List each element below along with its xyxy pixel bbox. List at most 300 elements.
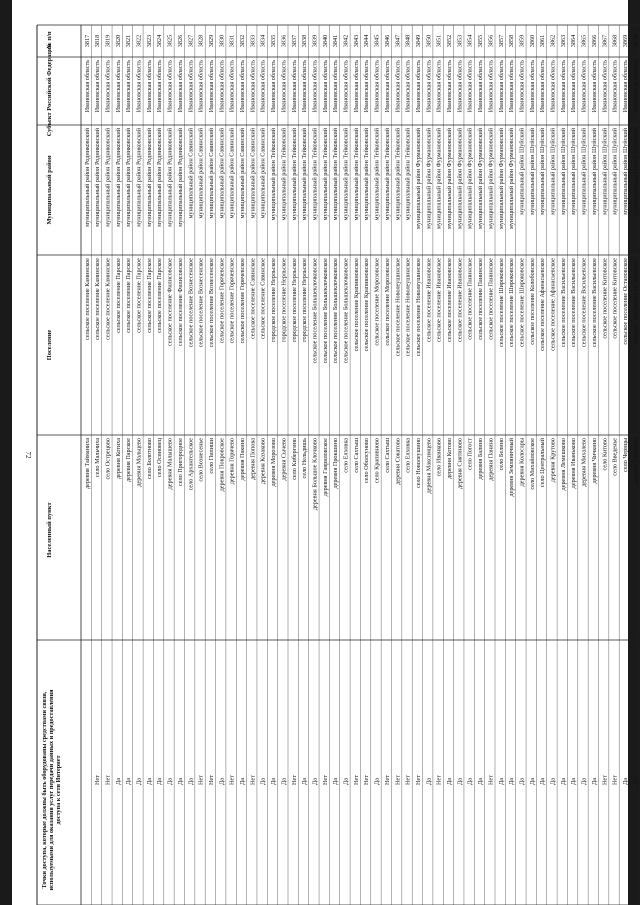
- row-district: муниципальный район Родниковский: [145, 128, 153, 227]
- header-settlement: Поселение: [46, 329, 53, 361]
- row-access: Да: [125, 778, 133, 785]
- row-district: муниципальный район Савинский: [187, 128, 195, 219]
- row-number: 3841: [332, 34, 340, 48]
- row-settlement: сельское поселение Новолеушинское: [394, 258, 402, 357]
- row-access: Да: [621, 778, 629, 785]
- row-number: 3850: [425, 34, 433, 48]
- row-district: муниципальный район Родниковский: [83, 128, 91, 227]
- row-district: муниципальный район Фурмановский: [497, 128, 505, 229]
- row-locality: деревня Казаково: [259, 438, 267, 485]
- row-subject: Ивановская область: [187, 60, 195, 113]
- row-district: муниципальный район Родниковский: [94, 128, 102, 227]
- row-district: муниципальный район Фурмановский: [446, 128, 453, 229]
- row-district: муниципальный район Тейковский: [352, 128, 360, 221]
- row-access: Да: [477, 778, 485, 785]
- row-district: муниципальный район Тейковский: [404, 128, 412, 221]
- row-locality: село Белино: [497, 438, 505, 471]
- row-settlement: сельское поселение Морозовское: [373, 258, 381, 346]
- row-district: муниципальный район Тейковский: [342, 128, 350, 221]
- row-number: 3861: [539, 34, 547, 48]
- row-locality: деревня Снятиново: [456, 438, 464, 490]
- row-number: 3856: [487, 34, 495, 48]
- row-district: муниципальный район Тейковский: [290, 128, 298, 221]
- row-district: муниципальный район Родниковский: [176, 128, 184, 227]
- row-access: Да: [590, 778, 598, 785]
- row-settlement: сельское поселение Остаповское: [621, 258, 629, 345]
- row-subject: Ивановская область: [176, 60, 184, 113]
- row-subject: Ивановская область: [477, 60, 485, 113]
- row-subject: Ивановская область: [383, 60, 391, 113]
- row-locality: деревня Сычево: [280, 438, 288, 481]
- row-settlement: сельское поселение Морозовское: [383, 258, 391, 346]
- row-number: 3845: [373, 34, 381, 48]
- row-district: муниципальный район Шуйский: [549, 128, 557, 215]
- row-access: Да: [632, 778, 640, 785]
- row-number: 3863: [559, 34, 567, 48]
- row-settlement: сельское поселение Васильевское: [570, 258, 578, 348]
- row-number: 3839: [311, 34, 319, 48]
- row-district: муниципальный район Тейковский: [321, 128, 329, 221]
- row-settlement: сельское поселение Парское: [114, 258, 122, 333]
- row-access: Да: [425, 778, 433, 785]
- row-district: муниципальный район Родниковский: [114, 128, 122, 227]
- row-number: 3846: [383, 34, 391, 48]
- row-access: Да: [539, 778, 547, 785]
- row-subject: Ивановская область: [414, 60, 422, 113]
- row-locality: село Иванково: [435, 438, 443, 477]
- row-district: муниципальный район Шуйский: [570, 128, 578, 215]
- row-settlement: сельское поселение Парское: [156, 258, 164, 333]
- row-subject: Ивановская область: [580, 60, 588, 113]
- row-number: 3838: [301, 34, 309, 48]
- row-locality: село Вознесенье: [197, 438, 205, 482]
- row-district: муниципальный район Тейковский: [280, 128, 288, 221]
- row-district: муниципальный район Фурмановский: [414, 128, 422, 229]
- row-settlement: сельское поселение Филисовское: [166, 258, 174, 346]
- row-district: муниципальный район Тейковский: [301, 128, 309, 221]
- row-number: 3860: [528, 34, 536, 48]
- row-district: муниципальный район Фурмановский: [456, 128, 464, 229]
- row-subject: Ивановская область: [456, 60, 464, 113]
- row-access: Нет: [404, 775, 412, 785]
- row-settlement: сельское поселение Васильевское: [590, 258, 598, 348]
- row-access: Да: [456, 778, 464, 785]
- row-settlement: сельское поселение Остаповское: [632, 258, 640, 345]
- row-access: Нет: [321, 775, 329, 785]
- row-settlement: сельское поселение Вознесенское: [197, 258, 205, 348]
- row-settlement: сельское поселение Ивановское: [435, 258, 443, 342]
- row-number: 3842: [342, 34, 350, 48]
- row-district: муниципальный район Шуйский: [611, 128, 619, 215]
- row-access: Нет: [352, 775, 360, 785]
- row-number: 3830: [218, 34, 226, 48]
- row-settlement: сельское поселение Каминское: [104, 258, 112, 340]
- row-number: 3825: [166, 34, 174, 48]
- header-locality: Населенный пункт: [46, 502, 53, 558]
- row-subject: Ивановская область: [228, 60, 236, 113]
- row-settlement: сельское поселение Афанасьевское: [549, 258, 557, 351]
- row-locality: деревня Прокшино: [332, 438, 340, 489]
- row-settlement: сельское поселение Каминское: [94, 258, 102, 340]
- row-district: муниципальный район Фурмановский: [466, 128, 474, 229]
- row-access: Да: [259, 778, 267, 785]
- row-district: муниципальный район Шуйский: [580, 128, 588, 215]
- row-number: 3822: [135, 34, 143, 48]
- row-access: Да: [518, 778, 526, 785]
- row-locality: деревня Крутово: [549, 438, 557, 483]
- row-subject: Ивановская область: [559, 60, 567, 113]
- row-locality: село Сахтыш: [352, 438, 360, 473]
- row-settlement: сельское поселение Широковское: [518, 258, 526, 348]
- row-access: Нет: [435, 775, 443, 785]
- row-district: муниципальный район Тейковский: [363, 128, 371, 221]
- row-locality: село Архангельское: [187, 438, 195, 491]
- row-locality: село Сахтыш: [383, 438, 391, 473]
- row-settlement: сельское поселение Крапивновское: [363, 258, 371, 352]
- row-locality: село Погост: [466, 438, 474, 470]
- row-access: Да: [176, 778, 184, 785]
- row-number: 3866: [590, 34, 598, 48]
- row-settlement: городское поселение Нерльское: [270, 258, 278, 342]
- row-settlement: сельское поселение Каминское: [83, 258, 91, 340]
- page-number: 72: [24, 451, 32, 459]
- row-settlement: сельское поселение Филисовское: [176, 258, 184, 346]
- row-subject: Ивановская область: [549, 60, 557, 113]
- row-district: муниципальный район Тейковский: [311, 128, 319, 221]
- row-access: Нет: [414, 775, 422, 785]
- row-access: Нет: [249, 775, 257, 785]
- row-access: Да: [270, 778, 278, 785]
- row-number: 3818: [94, 34, 102, 48]
- row-settlement: сельское поселение Китовское: [601, 258, 609, 339]
- row-access: Да: [135, 778, 143, 785]
- row-number: 3832: [239, 34, 246, 48]
- row-locality: деревня Большое Клочково: [311, 438, 319, 511]
- row-access: Нет: [207, 775, 215, 785]
- scan-border-left: [0, 0, 12, 905]
- row-district: муниципальный район Шуйский: [559, 128, 567, 215]
- row-settlement: сельское поселение Горячевское: [228, 258, 236, 344]
- row-number: 3852: [446, 34, 453, 48]
- row-settlement: сельское поселение Крапивновское: [352, 258, 360, 352]
- row-locality: деревня Гавриловское: [321, 438, 329, 497]
- row-settlement: сельское поселение Горячевское: [239, 258, 246, 344]
- row-number: 3848: [404, 34, 412, 48]
- header-access-box: [41, 685, 81, 895]
- row-number: 3837: [290, 34, 298, 48]
- row-settlement: сельское поселение Васильевское: [580, 258, 588, 348]
- row-number: 3834: [259, 34, 267, 48]
- row-settlement: сельское поселение Панинское: [466, 258, 474, 340]
- row-settlement: сельское поселение Большеклочковское: [332, 258, 340, 364]
- row-subject: Ивановская область: [239, 60, 246, 113]
- row-access: Да: [580, 778, 588, 785]
- row-subject: Ивановская область: [497, 60, 505, 113]
- row-district: муниципальный район Фурмановский: [477, 128, 485, 229]
- row-settlement: сельское поселение Панинское: [477, 258, 485, 340]
- row-district: муниципальный район Родниковский: [125, 128, 133, 227]
- row-number: 3829: [207, 34, 215, 48]
- row-subject: Ивановская область: [207, 60, 215, 113]
- row-settlement: сельское поселение Савинское: [259, 258, 267, 340]
- row-subject: Ивановская область: [197, 60, 205, 113]
- row-subject: Ивановская область: [352, 60, 360, 113]
- row-district: муниципальный район Фурмановский: [508, 128, 516, 229]
- row-settlement: сельское поселение Китовское: [611, 258, 619, 339]
- row-number: 3867: [601, 34, 609, 48]
- row-number: 3862: [549, 34, 557, 48]
- row-settlement: сельское поселение Парское: [145, 258, 153, 333]
- row-subject: Ивановская область: [145, 60, 153, 113]
- row-access: Да: [446, 778, 453, 785]
- row-district: муниципальный район Тейковский: [394, 128, 402, 221]
- row-locality: село Осиновец: [156, 438, 164, 478]
- row-locality: село Болотново: [145, 438, 153, 480]
- row-settlement: сельское поселение Большеклочковское: [311, 258, 319, 364]
- row-locality: деревня Котово: [446, 438, 453, 479]
- row-access: Да: [156, 778, 164, 785]
- row-number: 3831: [228, 34, 236, 48]
- header-subject: Субъект Российской Федерации: [46, 43, 53, 137]
- row-locality: деревня Чичкино: [590, 438, 598, 484]
- row-number: 3827: [187, 34, 195, 48]
- row-subject: Ивановская область: [570, 60, 578, 113]
- row-district: муниципальный район Родниковский: [156, 128, 164, 227]
- row-subject: Ивановская область: [259, 60, 267, 113]
- row-district: муниципальный район Савинский: [207, 128, 215, 219]
- row-subject: Ивановская область: [321, 60, 329, 113]
- row-subject: Ивановская область: [621, 60, 629, 113]
- row-access: Нет: [394, 775, 402, 785]
- row-number: 3853: [456, 34, 464, 48]
- row-subject: Ивановская область: [518, 60, 526, 113]
- row-settlement: сельское поселение Панинское: [487, 258, 495, 340]
- row-access: Да: [549, 778, 557, 785]
- row-locality: село Крапивново: [373, 438, 381, 484]
- row-locality: деревня Михалево: [580, 438, 588, 487]
- row-number: 3851: [435, 34, 443, 48]
- row-subject: Ивановская область: [363, 60, 371, 113]
- row-settlement: городское поселение Нерльское: [301, 258, 309, 342]
- row-district: муниципальный район Шуйский: [528, 128, 536, 215]
- row-access: Да: [311, 778, 319, 785]
- row-access: Нет: [228, 775, 236, 785]
- row-locality: деревня Покровское: [218, 438, 226, 492]
- row-access: Да: [114, 778, 122, 785]
- row-district: муниципальный район Савинский: [259, 128, 267, 219]
- row-locality: деревня Тайманиха: [83, 438, 91, 490]
- row-settlement: сельское поселение Новолеушинское: [414, 258, 422, 357]
- row-locality: село Кибергино: [290, 438, 298, 480]
- row-district: муниципальный район Шуйский: [539, 128, 547, 215]
- row-district: муниципальный район Савинский: [239, 128, 246, 219]
- row-district: муниципальный район Тейковский: [383, 128, 391, 221]
- row-settlement: сельское поселение Парское: [135, 258, 143, 333]
- row-settlement: сельское поселение Вознесенское: [207, 258, 215, 348]
- row-settlement: сельское поселение Большеклочковское: [321, 258, 329, 364]
- row-number: 3817: [83, 34, 91, 48]
- row-district: муниципальный район Савинский: [228, 128, 236, 219]
- row-access: Нет: [383, 775, 391, 785]
- row-access: Нет: [601, 775, 609, 785]
- row-district: муниципальный район Шуйский: [518, 128, 526, 215]
- row-settlement: сельское поселение Вознесенское: [187, 258, 195, 348]
- row-access: Да: [559, 778, 567, 785]
- row-subject: Ивановская область: [590, 60, 598, 113]
- row-access: Нет: [197, 775, 205, 785]
- row-locality: село Елховка: [404, 438, 412, 473]
- row-locality: деревня Панино: [487, 438, 495, 481]
- row-subject: Ивановская область: [435, 60, 443, 113]
- row-subject: Ивановская область: [290, 60, 298, 113]
- row-access: Да: [187, 778, 195, 785]
- row-subject: Ивановская область: [156, 60, 164, 113]
- row-district: муниципальный район Савинский: [249, 128, 257, 219]
- row-locality: деревня Балино: [477, 438, 485, 480]
- row-access: Нет: [290, 775, 298, 785]
- row-locality: деревня Сокатово: [394, 438, 402, 485]
- row-locality: деревня Пакино: [239, 438, 246, 481]
- row-access: Да: [280, 778, 288, 785]
- row-subject: Ивановская область: [466, 60, 474, 113]
- row-locality: деревня Максимцево: [425, 438, 433, 494]
- row-subject: Ивановская область: [394, 60, 402, 113]
- header-num: № п/п: [46, 31, 53, 49]
- row-subject: Ивановская область: [249, 60, 257, 113]
- row-settlement: городское поселение Нерльское: [280, 258, 288, 342]
- row-locality: село Нельдишь: [301, 438, 309, 479]
- row-locality: село Пригородное: [176, 438, 184, 487]
- row-locality: деревня Горячево: [228, 438, 236, 485]
- row-number: 3847: [394, 34, 402, 48]
- row-locality: село Новолеушино: [414, 438, 422, 489]
- row-access: Да: [570, 778, 578, 785]
- row-subject: Ивановская область: [125, 60, 133, 113]
- row-subject: Ивановская область: [528, 60, 536, 113]
- row-district: муниципальный район Савинский: [218, 128, 226, 219]
- row-subject: Ивановская область: [425, 60, 433, 113]
- row-locality: деревня Попова: [249, 438, 257, 480]
- row-locality: деревня Котиха: [114, 438, 122, 479]
- row-access: Да: [497, 778, 505, 785]
- row-access: Да: [342, 778, 350, 785]
- row-number: 3826: [176, 34, 184, 48]
- row-number: 3857: [497, 34, 505, 48]
- row-district: муниципальный район Тейковский: [373, 128, 381, 221]
- row-district: муниципальный район Тейковский: [332, 128, 340, 221]
- row-settlement: сельское поселение Савинское: [249, 258, 257, 340]
- row-subject: Ивановская область: [83, 60, 91, 113]
- row-settlement: сельское поселение Колобовское: [528, 258, 536, 345]
- row-locality: село Оболсуново: [363, 438, 371, 484]
- row-access: Нет: [363, 775, 371, 785]
- row-district: муниципальный район Фурмановский: [425, 128, 433, 229]
- row-subject: Ивановская область: [446, 60, 453, 113]
- row-locality: деревня Малышево: [166, 438, 174, 490]
- row-settlement: сельское поселение Горячевское: [218, 258, 226, 344]
- header-access: Точки доступа, которые должны быть оборудованы средствами связи, используемыми для оказания услуг передачи данных и предоставления доступа к сети Интернет: [41, 689, 62, 891]
- row-access: Да: [332, 778, 340, 785]
- row-number: 3849: [414, 34, 422, 48]
- row-access: Нет: [487, 775, 495, 785]
- row-locality: село Михайловское: [528, 438, 536, 490]
- row-settlement: сельское поселение Афанасьевское: [539, 258, 547, 351]
- row-access: Нет: [611, 775, 619, 785]
- row-access: Да: [239, 778, 246, 785]
- row-subject: Ивановская область: [104, 60, 112, 113]
- row-subject: Ивановская область: [332, 60, 340, 113]
- row-settlement: сельское поселение Ивановское: [456, 258, 464, 342]
- row-settlement: сельское поселение Парское: [125, 258, 133, 333]
- row-number: 3820: [114, 34, 122, 48]
- row-subject: Ивановская область: [280, 60, 288, 113]
- row-number: 3855: [477, 34, 485, 48]
- row-subject: Ивановская область: [487, 60, 495, 113]
- row-settlement: сельское поселение Ивановское: [446, 258, 453, 342]
- row-subject: Ивановская область: [373, 60, 381, 113]
- row-subject: Ивановская область: [135, 60, 143, 113]
- row-subject: Ивановская область: [166, 60, 174, 113]
- row-locality: деревня Парское: [125, 438, 133, 483]
- row-settlement: сельское поселение Васильевское: [559, 258, 567, 348]
- row-access: Нет: [94, 775, 102, 785]
- row-district: муниципальный район Шуйский: [632, 128, 640, 215]
- row-access: Да: [528, 778, 536, 785]
- row-number: 3833: [249, 34, 257, 48]
- row-number: 3840: [321, 34, 329, 48]
- row-locality: село Китово: [601, 438, 609, 471]
- row-subject: Ивановская область: [270, 60, 278, 113]
- row-subject: Ивановская область: [632, 60, 640, 113]
- row-access: Нет: [104, 775, 112, 785]
- row-number: 3835: [270, 34, 278, 48]
- row-number: 3843: [352, 34, 360, 48]
- row-locality: село Пилиши: [207, 438, 215, 474]
- row-settlement: сельское поселение Широковское: [497, 258, 505, 348]
- row-subject: Ивановская область: [218, 60, 226, 113]
- row-access: Да: [218, 778, 226, 785]
- row-locality: село Мальчиха: [94, 438, 102, 478]
- row-number: 3858: [508, 34, 516, 48]
- row-district: муниципальный район Шуйский: [621, 128, 629, 215]
- row-access: Да: [145, 778, 153, 785]
- row-number: 3844: [363, 34, 371, 48]
- row-locality: село Елховка: [342, 438, 350, 473]
- row-access: Да: [373, 778, 381, 785]
- row-district: муниципальный район Родниковский: [166, 128, 174, 227]
- row-locality: деревня Иваньково: [570, 438, 578, 489]
- row-subject: Ивановская область: [311, 60, 319, 113]
- row-district: муниципальный район Фурмановский: [487, 128, 495, 229]
- row-settlement: сельское поселение Большеклочковское: [342, 258, 350, 364]
- row-number: 3828: [197, 34, 205, 48]
- row-subject: Ивановская область: [342, 60, 350, 113]
- row-locality: деревня Колосары: [518, 438, 526, 487]
- row-access: Да: [166, 778, 174, 785]
- row-number: 3836: [280, 34, 288, 48]
- row-subject: Ивановская область: [539, 60, 547, 113]
- row-locality: деревня Лемешково: [559, 438, 567, 491]
- row-subject: Ивановская область: [94, 60, 102, 113]
- row-locality: деревня Морозово: [270, 438, 278, 487]
- row-subject: Ивановская область: [601, 60, 609, 113]
- row-settlement: сельское поселение Ивановское: [425, 258, 433, 342]
- row-access: Да: [508, 778, 516, 785]
- row-locality: село Центральный: [539, 438, 547, 488]
- row-number: 3854: [466, 34, 474, 48]
- row-locality: село Чернцы: [621, 438, 629, 472]
- row-district: муниципальный район Савинский: [197, 128, 205, 219]
